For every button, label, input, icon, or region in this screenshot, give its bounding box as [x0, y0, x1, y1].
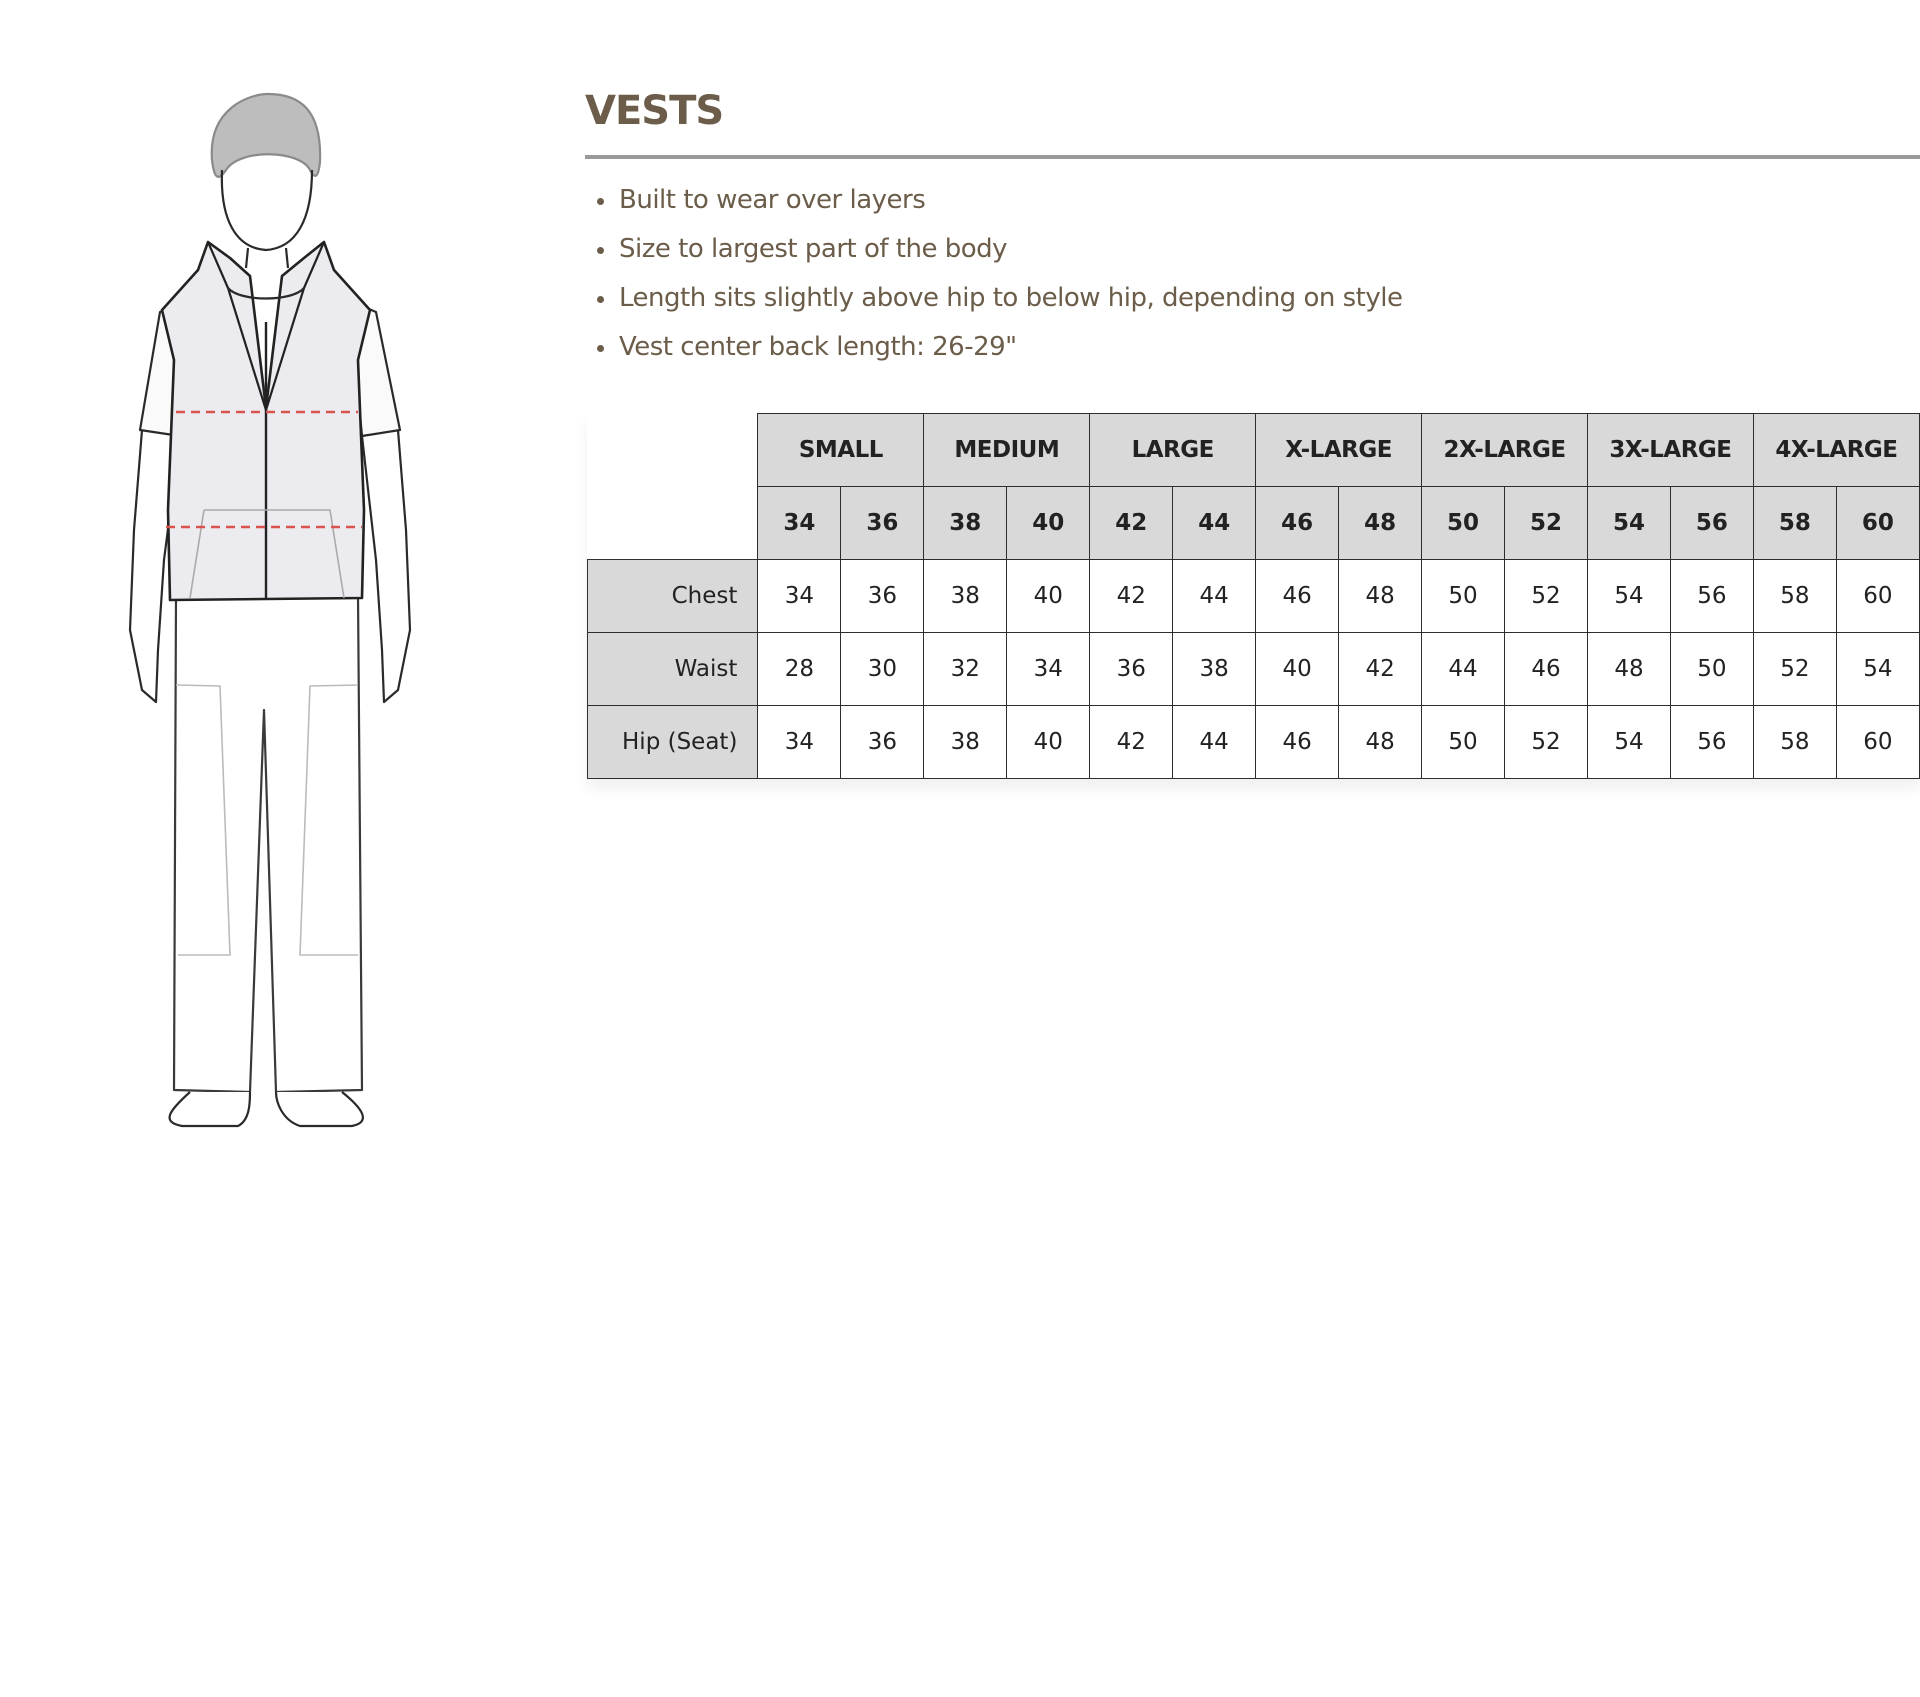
table-cell: 40 — [1007, 560, 1090, 633]
table-cell: 40 — [1007, 706, 1090, 779]
table-row-hip-seat — [588, 706, 1920, 779]
size-number: 58 — [1753, 487, 1836, 560]
fit-notes-list — [585, 178, 1402, 374]
table-cell: 52 — [1505, 706, 1588, 779]
table-cell: 42 — [1090, 560, 1173, 633]
size-header-3x-large: 3X-LARGE — [1587, 414, 1753, 487]
table-row-chest — [588, 560, 1920, 633]
table-cell: 44 — [1173, 706, 1256, 779]
table-cell: 50 — [1422, 706, 1505, 779]
size-header-medium: MEDIUM — [924, 414, 1090, 487]
table-corner — [588, 414, 758, 487]
table-cell: 46 — [1256, 560, 1339, 633]
size-header-x-large: X-LARGE — [1256, 414, 1422, 487]
page-title: VESTS — [585, 88, 724, 134]
table-cell: 36 — [1090, 633, 1173, 706]
size-header-2x-large: 2X-LARGE — [1422, 414, 1588, 487]
size-number: 48 — [1339, 487, 1422, 560]
table-cell: 36 — [841, 706, 924, 779]
row-label-chest: Chest — [588, 560, 758, 633]
size-number: 36 — [841, 487, 924, 560]
table-cell: 34 — [758, 560, 841, 633]
size-number: 50 — [1422, 487, 1505, 560]
figure-drawing — [100, 90, 440, 1150]
table-cell: 60 — [1836, 706, 1919, 779]
table-cell: 34 — [758, 706, 841, 779]
table-cell: 56 — [1670, 560, 1753, 633]
size-number: 40 — [1007, 487, 1090, 560]
table-cell: 38 — [1173, 633, 1256, 706]
fit-note-item: Size to largest part of the body — [619, 227, 1402, 276]
size-chart-table — [587, 413, 1920, 779]
table-cell: 28 — [758, 633, 841, 706]
table-cell: 52 — [1753, 633, 1836, 706]
table-cell: 58 — [1753, 560, 1836, 633]
table-cell: 46 — [1505, 633, 1588, 706]
size-number: 46 — [1256, 487, 1339, 560]
size-number: 34 — [758, 487, 841, 560]
table-cell: 48 — [1339, 560, 1422, 633]
table-cell: 50 — [1670, 633, 1753, 706]
table-cell: 54 — [1587, 560, 1670, 633]
fit-note-item: Built to wear over layers — [619, 178, 1402, 227]
title-divider — [585, 155, 1920, 159]
table-cell: 42 — [1090, 706, 1173, 779]
table-cell: 58 — [1753, 706, 1836, 779]
table-cell: 54 — [1836, 633, 1919, 706]
table-cell: 34 — [1007, 633, 1090, 706]
table-corner — [588, 487, 758, 560]
table-cell: 38 — [924, 560, 1007, 633]
size-number: 52 — [1505, 487, 1588, 560]
table-cell: 44 — [1173, 560, 1256, 633]
size-number: 42 — [1090, 487, 1173, 560]
size-number: 54 — [1587, 487, 1670, 560]
table-cell: 46 — [1256, 706, 1339, 779]
table-cell: 30 — [841, 633, 924, 706]
size-number: 56 — [1670, 487, 1753, 560]
size-header-4x-large: 4X-LARGE — [1753, 414, 1919, 487]
size-number-row — [588, 487, 1920, 560]
table-cell: 48 — [1339, 706, 1422, 779]
row-label-waist: Waist — [588, 633, 758, 706]
table-cell: 50 — [1422, 560, 1505, 633]
table-cell: 40 — [1256, 633, 1339, 706]
size-header-small: SMALL — [758, 414, 924, 487]
table-cell: 56 — [1670, 706, 1753, 779]
table-cell: 42 — [1339, 633, 1422, 706]
model-figure-illustration — [100, 90, 440, 1150]
table-cell: 38 — [924, 706, 1007, 779]
size-name-row — [588, 414, 1920, 487]
size-number: 60 — [1836, 487, 1919, 560]
table-cell: 32 — [924, 633, 1007, 706]
size-number: 38 — [924, 487, 1007, 560]
fit-note-item: Length sits slightly above hip to below hip, depending on style — [619, 276, 1402, 325]
fit-note-item: Vest center back length: 26-29" — [619, 325, 1402, 374]
table-cell: 52 — [1505, 560, 1588, 633]
size-number: 44 — [1173, 487, 1256, 560]
table-cell: 54 — [1587, 706, 1670, 779]
size-header-large: LARGE — [1090, 414, 1256, 487]
table-cell: 48 — [1587, 633, 1670, 706]
table-row-waist — [588, 633, 1920, 706]
row-label-hip-seat: Hip (Seat) — [588, 706, 758, 779]
table-cell: 36 — [841, 560, 924, 633]
table-cell: 44 — [1422, 633, 1505, 706]
table-cell: 60 — [1836, 560, 1919, 633]
